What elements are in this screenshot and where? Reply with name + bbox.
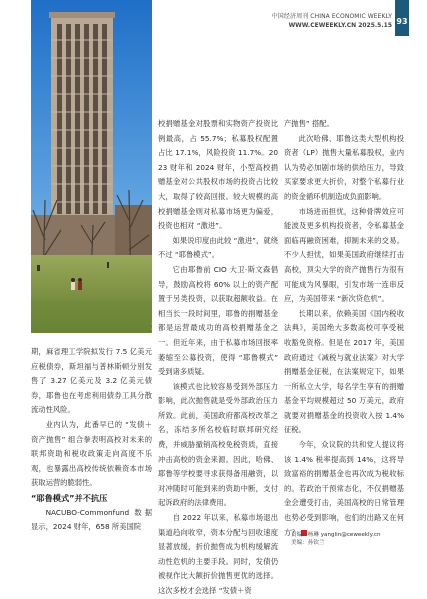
article-column-2 [158, 117, 278, 599]
article-column-3 [284, 117, 404, 540]
paragraph: NACUBO-Commonfund 数据显示，2024 财年，658 所美国院 [31, 507, 152, 532]
publication-name: 中国经济周刊 CHINA ECONOMIC WEEKLY [271, 13, 392, 20]
credits [291, 531, 381, 547]
paragraph: 该模式也比较容易受到外部压力影响，此次抛售就是受外部政治压力所致。此前，美国政府都高校改革之名，冻结多所名校临时联邦研究经费，并威胁撤销高校免税资质，直接冲击高校的资金来源。因此，哈佛、耶鲁等学校要寻求获得备用融资，以对冲随时可能到来的资助中断，支付起诉政府的法律费用。 [158, 381, 278, 508]
paragraph: 市场进而担忧，这种骨牌效应可能波及更多机构投资者，令私募基金面临再融资困难，抑制未来的交易。不少人担忧，如果美国政府继续打击高校，顶尖大学的资产抛售行为很有可能成为风暴眼，引发市场一连串反应，为美国带来 “新次贷危机”。 [284, 206, 404, 304]
section-subhead: “耶鲁模式”并不抗压 [31, 492, 108, 503]
paragraph: 产抛售” 搭配。 [284, 119, 334, 128]
photo-caption: 视觉中国 [151, 321, 157, 348]
article-column-1 [31, 345, 152, 535]
paragraph: 此次哈佛、耶鲁这类大型机构投资者（LP）抛售大量私募股权，业内认为势必加剧市场的供给压力，导致买家要求更大折价，对整个私募行业的资金循环机制造成负面影响。 [284, 133, 404, 201]
designer-credit: 美编：孙钦兰 [291, 540, 325, 546]
paragraph: 自 2022 年以来，私募市场退出渠道趋向收窄，资本分配与回收速度显著放缓，折价抛售成为机构缓解流动性危机的主要手段。同时，发债仍被视作比大额折价抛售更优的选择。这次多校才会选择 “发债＋资 [158, 513, 278, 595]
campus-photo [31, 0, 157, 348]
paragraph: 校捐赠基金对股票和实物资产投资比例最高，占 55.7%；私募股权配置占比 17.1%，风险投资 11.7%。2023 财年和 2024 财年，小型高校捐赠基金对公共股权市场的投资占比较大，取得了较高回报。较大规模的高校捐赠基金则对私募市场更为偏爱，投资也相对 “激进”。 [158, 119, 278, 231]
paragraph-final [284, 438, 404, 540]
paragraph: 如果说印度由此较 “激进”，就绕不过 “耶鲁模式”。 [158, 235, 278, 260]
paragraph: 期，麻省理工学院拟发行 7.5 亿美元应税债券，斯坦福与普林斯顿分别发售了 3.27 亿美元及 3.2 亿美元债券，耶鲁也在考虑利用债券工具分散流动性风险。 [31, 347, 152, 415]
paragraph: 它由耶鲁前 CIO 大卫·斯文森倡导，鼓励高校将 60% 以上的资产配置于另类投资，以获取超额收益。在相当长一段时间里，耶鲁的捐赠基金都是运营最成功的高校捐赠基金之一。但近年来，由于私募市场回报率萎缩至公募投资，使得 “耶鲁模式” 受到诸多质疑。 [158, 264, 278, 377]
url-date: WWW.CEWEEKLY.CN 2025.5.15 [288, 22, 392, 29]
paragraph-text: 今年，众议院的共和党人提议将该 1.4% 税率提高到 14%，这将导致富裕的捐赠基金也再次成为税收标的。若政治干预常态化，不仅捐赠基金会遭受打击，美国高校的日常管理也势必受到影响，也们的出路又在何方？ [284, 440, 404, 537]
editor-credit: 责编：杨琳 yanglin@ceweekly.cn [291, 532, 381, 538]
page-number: 93 [395, 0, 409, 36]
paragraph: 长期以来，依赖美国《国内税收法典》，美国绝大多数高校可享受税收豁免资格。但是在 2017 年，美国政府通过《减税与就业法案》对大学捐赠基金征税，在法案规定下，如果一所私立大学，每名学生享有的捐赠基金平均规模超过 50 万美元，政府就要对捐赠基金的投资收入按 1.4% 征税。 [284, 308, 404, 435]
paragraph: 业内认为，此番早已的 “发债＋资产抛售” 组合拳表明高校对未来的联邦资助和税收政策走向高度不乐观，也暴露出高校传统依赖资本市场获取运营的脆弱性。 [31, 419, 152, 488]
